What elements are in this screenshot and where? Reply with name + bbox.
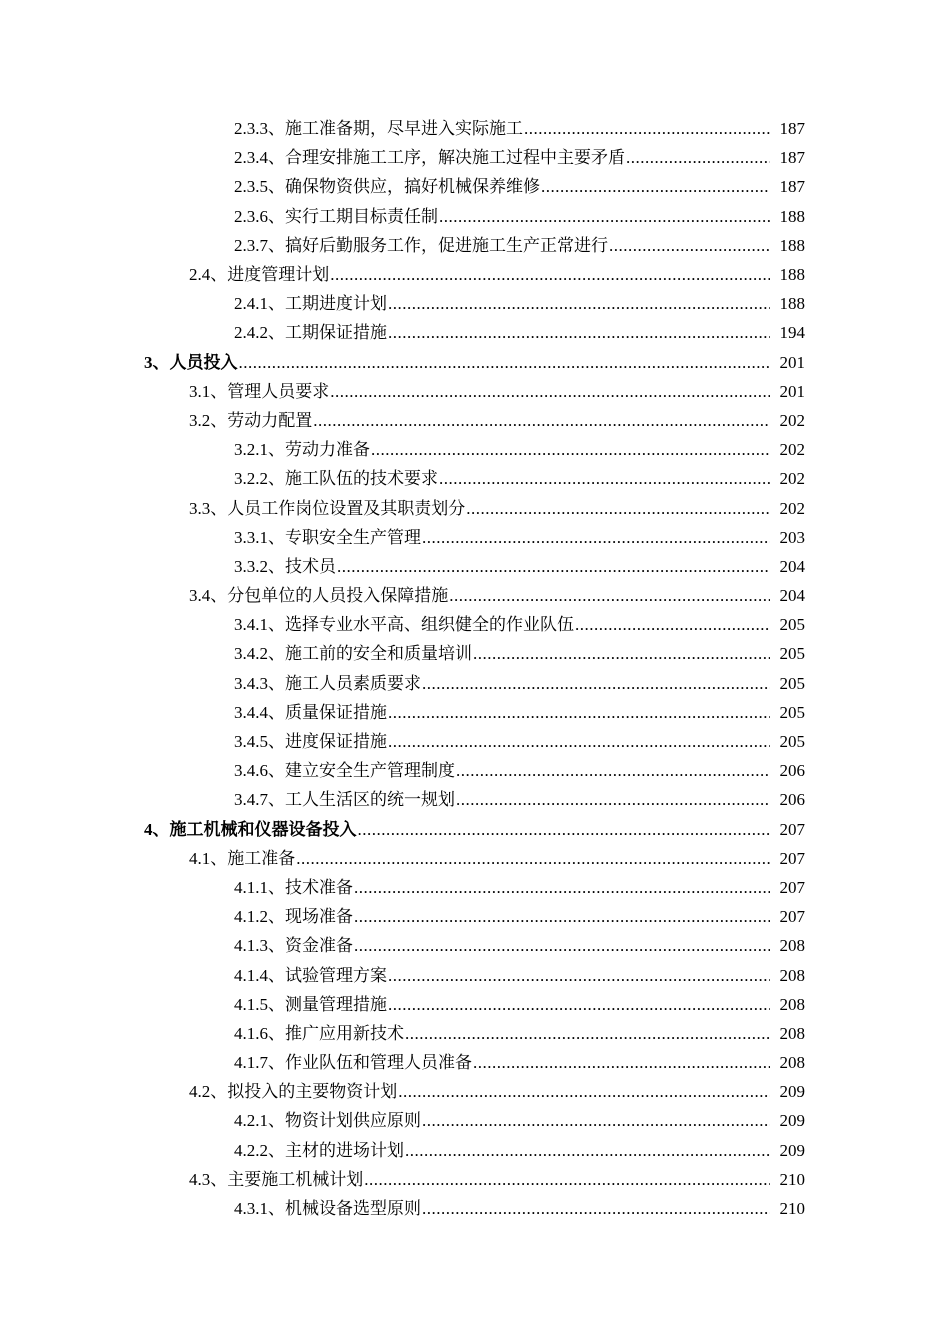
- toc-entry-page-number: 210: [779, 1199, 805, 1219]
- toc-dot-leader: [422, 1112, 770, 1129]
- toc-entry[interactable]: [0, 435, 950, 464]
- toc-entry-title: 4.3、主要施工机械计划: [189, 1169, 364, 1189]
- toc-entry-title: 3.2.2、施工队伍的技术要求: [234, 469, 438, 489]
- toc-entry-title: 3.4、分包单位的人员投入保障措施: [189, 586, 449, 606]
- toc-entry-title: 3.4.4、质量保证措施: [234, 702, 387, 722]
- toc-dot-leader: [626, 149, 770, 166]
- toc-entry-title: 3.2、劳动力配置: [189, 410, 313, 430]
- toc-entry-page-number: 209: [779, 1140, 805, 1160]
- toc-entry-page-number: 204: [779, 556, 805, 576]
- toc-entry-title: 4.1.4、试验管理方案: [234, 965, 387, 985]
- toc-entry[interactable]: [0, 1048, 950, 1077]
- toc-entry-page-number: 205: [779, 615, 805, 635]
- toc-entry[interactable]: [0, 523, 950, 552]
- toc-entry[interactable]: [0, 785, 950, 814]
- toc-entry-title: 2.4.2、工期保证措施: [234, 323, 387, 343]
- toc-dot-leader: [388, 295, 770, 312]
- toc-entry-page-number: 207: [779, 848, 805, 868]
- toc-entry-page-number: 207: [779, 907, 805, 927]
- toc-entry-title: 3.3.2、技术员: [234, 556, 336, 576]
- toc-dot-leader: [524, 120, 770, 137]
- toc-entry-page-number: 188: [779, 294, 805, 314]
- toc-entry[interactable]: [0, 727, 950, 756]
- toc-dot-leader: [439, 470, 770, 487]
- toc-entry[interactable]: [0, 143, 950, 172]
- toc-entry-title: 4.1.5、测量管理措施: [234, 994, 387, 1014]
- toc-entry-page-number: 206: [779, 761, 805, 781]
- toc-entry-title: 3.4.5、进度保证措施: [234, 732, 387, 752]
- toc-entry-page-number: 208: [779, 1023, 805, 1043]
- toc-entry-page-number: 188: [779, 206, 805, 226]
- toc-entry-title: 3.4.6、建立安全生产管理制度: [234, 761, 455, 781]
- toc-dot-leader: [313, 412, 770, 429]
- toc-entry-title: 3.3、人员工作岗位设置及其职责划分: [189, 498, 466, 518]
- toc-entry-page-number: 187: [779, 177, 805, 197]
- toc-entry-title: 4.1.6、推广应用新技术: [234, 1023, 404, 1043]
- toc-entry-title: 3.4.2、施工前的安全和质量培训: [234, 644, 472, 664]
- toc-entry-page-number: 194: [779, 323, 805, 343]
- toc-entry-page-number: 202: [779, 469, 805, 489]
- toc-dot-leader: [398, 1083, 770, 1100]
- toc-entry-page-number: 209: [779, 1082, 805, 1102]
- toc-dot-leader: [330, 383, 770, 400]
- toc-dot-leader: [388, 967, 770, 984]
- toc-dot-leader: [354, 879, 770, 896]
- toc-entry[interactable]: [0, 406, 950, 435]
- toc-entry-page-number: 202: [779, 498, 805, 518]
- toc-dot-leader: [405, 1025, 770, 1042]
- toc-entry[interactable]: [0, 493, 950, 522]
- toc-entry[interactable]: [0, 318, 950, 347]
- toc-entry-page-number: 204: [779, 586, 805, 606]
- toc-entry[interactable]: [0, 902, 950, 931]
- toc-entry[interactable]: [0, 610, 950, 639]
- toc-entry-title: 4.2.2、主材的进场计划: [234, 1140, 404, 1160]
- toc-entry[interactable]: [0, 289, 950, 318]
- toc-entry-page-number: 209: [779, 1111, 805, 1131]
- toc-dot-leader: [422, 675, 770, 692]
- toc-entry-title: 4.1.1、技术准备: [234, 877, 353, 897]
- toc-dot-leader: [439, 208, 770, 225]
- toc-dot-leader: [330, 266, 770, 283]
- toc-entry[interactable]: [0, 581, 950, 610]
- toc-entry-title: 3.4.1、选择专业水平高、组织健全的作业队伍: [234, 615, 574, 635]
- toc-dot-leader: [354, 908, 770, 925]
- toc-dot-leader: [456, 791, 770, 808]
- toc-entry-title: 4.1.3、资金准备: [234, 936, 353, 956]
- toc-entry-page-number: 188: [779, 235, 805, 255]
- toc-entry-title: 2.3.5、确保物资供应，搞好机械保养维修: [234, 177, 540, 197]
- toc-entry-title: 4.2、拟投入的主要物资计划: [189, 1082, 398, 1102]
- toc-entry-title: 3.3.1、专职安全生产管理: [234, 527, 421, 547]
- toc-dot-leader: [405, 1142, 770, 1159]
- toc-entry-page-number: 205: [779, 644, 805, 664]
- toc-dot-leader: [473, 645, 770, 662]
- toc-dot-leader: [466, 500, 770, 517]
- toc-entry-page-number: 205: [779, 732, 805, 752]
- toc-entry-title: 3.4.3、施工人员素质要求: [234, 673, 421, 693]
- toc-entry-page-number: 205: [779, 702, 805, 722]
- toc-entry[interactable]: [0, 698, 950, 727]
- table-of-contents: [0, 114, 950, 1223]
- toc-entry[interactable]: [0, 990, 950, 1019]
- toc-entry-page-number: 188: [779, 265, 805, 285]
- toc-entry[interactable]: [0, 377, 950, 406]
- toc-entry[interactable]: [0, 815, 950, 844]
- toc-entry[interactable]: [0, 1106, 950, 1135]
- toc-entry[interactable]: [0, 639, 950, 668]
- toc-entry[interactable]: [0, 260, 950, 289]
- toc-entry[interactable]: [0, 114, 950, 143]
- toc-entry-page-number: 187: [779, 148, 805, 168]
- toc-dot-leader: [388, 733, 770, 750]
- toc-dot-leader: [364, 1171, 770, 1188]
- toc-entry-page-number: 206: [779, 790, 805, 810]
- toc-entry-page-number: 203: [779, 527, 805, 547]
- toc-dot-leader: [337, 558, 770, 575]
- toc-entry-page-number: 205: [779, 673, 805, 693]
- toc-entry-title: 3.4.7、工人生活区的统一规划: [234, 790, 455, 810]
- toc-dot-leader: [371, 441, 770, 458]
- toc-entry[interactable]: [0, 873, 950, 902]
- toc-entry-title: 3.1、管理人员要求: [189, 381, 330, 401]
- toc-entry-title: 2.4、进度管理计划: [189, 265, 330, 285]
- toc-dot-leader: [388, 324, 770, 341]
- toc-dot-leader: [388, 704, 770, 721]
- toc-entry-page-number: 202: [779, 410, 805, 430]
- toc-entry-title: 4、施工机械和仪器设备投入: [144, 819, 357, 839]
- toc-entry-title: 4.1.2、现场准备: [234, 907, 353, 927]
- toc-entry-title: 3.2.1、劳动力准备: [234, 440, 370, 460]
- toc-entry[interactable]: [0, 669, 950, 698]
- toc-entry[interactable]: [0, 1136, 950, 1165]
- toc-entry-page-number: 208: [779, 1053, 805, 1073]
- toc-entry[interactable]: [0, 931, 950, 960]
- toc-entry-page-number: 208: [779, 936, 805, 956]
- toc-entry-title: 4.3.1、机械设备选型原则: [234, 1199, 421, 1219]
- toc-entry-page-number: 210: [779, 1169, 805, 1189]
- toc-entry-page-number: 187: [779, 119, 805, 139]
- toc-entry-title: 4.1、施工准备: [189, 848, 296, 868]
- toc-dot-leader: [473, 1054, 770, 1071]
- toc-dot-leader: [575, 616, 770, 633]
- toc-dot-leader: [239, 354, 771, 371]
- toc-entry-title: 4.1.7、作业队伍和管理人员准备: [234, 1053, 472, 1073]
- toc-entry[interactable]: [0, 348, 950, 377]
- toc-dot-leader: [422, 1200, 770, 1217]
- toc-entry-page-number: 208: [779, 994, 805, 1014]
- toc-entry[interactable]: [0, 960, 950, 989]
- toc-dot-leader: [541, 178, 770, 195]
- toc-entry-page-number: 207: [779, 819, 805, 839]
- toc-entry-page-number: 208: [779, 965, 805, 985]
- toc-entry-title: 2.3.3、施工准备期，尽早进入实际施工: [234, 119, 523, 139]
- toc-entry[interactable]: [0, 1165, 950, 1194]
- toc-entry-title: 2.3.6、实行工期目标责任制: [234, 206, 438, 226]
- toc-entry-page-number: 207: [779, 877, 805, 897]
- toc-dot-leader: [354, 937, 770, 954]
- toc-entry-page-number: 202: [779, 440, 805, 460]
- toc-entry-title: 2.4.1、工期进度计划: [234, 294, 387, 314]
- toc-dot-leader: [449, 587, 770, 604]
- toc-entry[interactable]: [0, 844, 950, 873]
- toc-entry-title: 2.3.7、搞好后勤服务工作，促进施工生产正常进行: [234, 235, 608, 255]
- toc-dot-leader: [388, 996, 770, 1013]
- toc-entry[interactable]: [0, 202, 950, 231]
- toc-entry[interactable]: [0, 552, 950, 581]
- toc-dot-leader: [296, 850, 770, 867]
- toc-entry-title: 2.3.4、合理安排施工工序，解决施工过程中主要矛盾: [234, 148, 625, 168]
- toc-entry[interactable]: [0, 1077, 950, 1106]
- toc-entry[interactable]: [0, 464, 950, 493]
- toc-dot-leader: [422, 529, 770, 546]
- toc-entry[interactable]: [0, 1194, 950, 1223]
- toc-entry[interactable]: [0, 756, 950, 785]
- toc-dot-leader: [456, 762, 770, 779]
- toc-entry[interactable]: [0, 172, 950, 201]
- toc-entry-page-number: 201: [779, 381, 805, 401]
- toc-dot-leader: [609, 237, 770, 254]
- toc-dot-leader: [358, 821, 771, 838]
- toc-entry-page-number: 201: [779, 352, 805, 372]
- toc-entry-title: 3、人员投入: [144, 352, 238, 372]
- toc-entry-title: 4.2.1、物资计划供应原则: [234, 1111, 421, 1131]
- toc-entry[interactable]: [0, 1019, 950, 1048]
- toc-entry[interactable]: [0, 231, 950, 260]
